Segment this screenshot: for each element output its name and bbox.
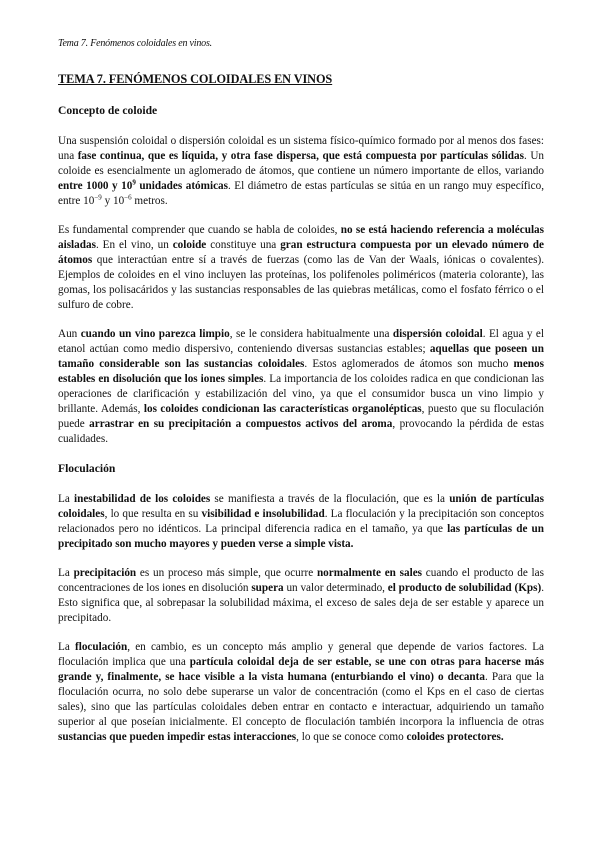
section-concepto-de-coloide <box>58 103 544 447</box>
text-run: Aun <box>58 328 81 340</box>
bold-text: aquellas que poseen un tamaño considerable son las sustancias coloidales <box>58 343 544 370</box>
bold-text: arrastrar en su precipitación a compuestos activos del aroma <box>89 418 393 430</box>
superscript-text: 9 <box>132 178 136 187</box>
section-floculacion <box>58 461 544 745</box>
bold-text: el producto de solubilidad (Kps) <box>387 582 542 594</box>
bold-text: sustancias que pueden impedir estas interacciones <box>58 731 297 743</box>
text-run: constituye una <box>206 239 281 251</box>
text-run: , lo que se conoce como <box>296 731 407 743</box>
paragraph <box>58 566 544 626</box>
text-run: . Para que la floculación ocurra, no solo debe superarse un valor de concentración (como el Kps en el caso de ciertas sales), sino que las partículas coloidales deben entrar en contacto e interactuar, adquiriendo un tamaño superior al que poseían inicialmente. El concepto de floculación también incorpora la influencia de otras <box>58 671 544 728</box>
bold-text: inestabilidad de los coloides <box>73 493 211 505</box>
bold-text: dispersión coloidal <box>392 328 483 340</box>
bold-text: visibilidad e insolubilidad <box>201 508 325 520</box>
text-run: La <box>58 493 74 505</box>
bold-text: supera <box>251 582 284 594</box>
document-title: TEMA 7. FENÓMENOS COLOIDALES EN VINOS <box>58 72 333 86</box>
text-run: cuando el producto de las concentraciones de los iones en disolución <box>58 567 544 594</box>
text-run: . La floculación y la precipitación son conceptos relacionados pero no idénticos. La principal diferencia radica en el tamaño, ya que <box>58 508 544 535</box>
bold-text: unión de partículas coloidales <box>58 493 544 520</box>
bold-text: coloides protectores. <box>406 731 504 743</box>
text-run: . En el vino, un <box>95 239 173 251</box>
bold-text: menos estables en disolución que los iones simples <box>58 358 544 385</box>
document-body <box>58 72 544 759</box>
section-heading: Concepto de coloide <box>58 104 158 117</box>
paragraph <box>58 492 544 552</box>
text-run: metros. <box>131 195 168 207</box>
bold-text: no se está haciendo referencia a moléculas aisladas <box>58 224 544 251</box>
superscript-text: −9 <box>94 193 102 202</box>
text-run: La <box>58 641 75 653</box>
text-run: es un proceso más simple, que ocurre <box>136 567 317 579</box>
text-run: y 10 <box>101 195 125 207</box>
bold-text: entre 1000 y 10 <box>58 180 133 192</box>
bold-text: partícula coloidal deja de ser estable, se une con otras para hacerse más grande y, finalmente, se hace visible a la vista humana (enturbiando el vino) o decanta <box>58 656 544 683</box>
bold-text: unidades atómicas <box>135 180 228 192</box>
text-run: . Esto significa que, al sobrepasar la solubilidad máxima, el exceso de sales deja de ser estable y aparece un precipitado. <box>58 582 544 624</box>
text-run: un valor determinado, <box>283 582 388 594</box>
paragraph <box>58 640 544 745</box>
bold-text: normalmente en sales <box>316 567 423 579</box>
text-run: . El agua y el etanol actúan como medio dispersivo, conteniendo diversas sustancias estables; <box>58 328 544 355</box>
text-run: , en cambio, es un concepto más amplio y general que depende de varios factores. La floculación implica que una <box>58 641 544 668</box>
paragraph <box>58 134 544 209</box>
text-run: . Estos aglomerados de átomos son mucho <box>304 358 514 370</box>
text-run: , puesto que su floculación puede <box>58 403 544 430</box>
text-run: . El diámetro de estas partículas se sitúa en un rango muy específico, entre 10 <box>58 180 544 207</box>
text-run: , provocando la pérdida de estas cualidades. <box>58 418 544 445</box>
bold-text: cuando un vino parezca limpio <box>80 328 230 340</box>
bold-text: las partículas de un precipitado son mucho mayores y pueden verse a simple vista. <box>58 523 544 550</box>
text-run: se manifiesta a través de la floculación, que es la <box>210 493 450 505</box>
text-run: Una suspensión coloidal o dispersión coloidal es un sistema físico-químico formado por al menos dos fases: una <box>58 135 544 162</box>
text-run: . Un coloide es esencialmente un aglomerado de átomos, que contiene un número importante de ellos, variando <box>58 150 544 177</box>
text-run: , se le considera habitualmente una <box>229 328 393 340</box>
text-run: , lo que resulta en su <box>104 508 202 520</box>
bold-text: fase continua, que es líquida, y otra fase dispersa, que está compuesta por partículas sólidas <box>77 150 524 162</box>
paragraph <box>58 327 544 447</box>
bold-text: floculación <box>75 641 128 653</box>
text-run: que interactúan entre sí a través de fuerzas (como las de Van der Waals, iónicas o covalentes). Ejemplos de coloides en el vino incluyen las proteínas, los polifenoles poliméricos (materia colorante), las gomas, los polisacáridos y las sustancias responsables de las quiebras metálicas, como el fosfato férrico o el sulfuro de cobre. <box>58 254 544 311</box>
section-heading: Floculación <box>58 462 116 475</box>
bold-text: coloide <box>172 239 207 251</box>
paragraph <box>58 223 544 313</box>
text-run: La <box>58 567 74 579</box>
bold-text: precipitación <box>73 567 137 579</box>
text-run: . La importancia de los coloides radica en que condicionan las operaciones de clarificación y estabilización del vino, ya que el consumidor busca un vino limpio y brillante. Además, <box>58 373 544 415</box>
superscript-text: −6 <box>124 193 132 202</box>
running-header: Tema 7. Fenómenos coloidales en vinos. <box>58 38 212 49</box>
text-run: Es fundamental comprender que cuando se habla de coloides, <box>58 224 341 236</box>
bold-text: los coloides condicionan las características organolépticas <box>143 403 422 415</box>
bold-text: gran estructura compuesta por un elevado número de átomos <box>58 239 544 266</box>
